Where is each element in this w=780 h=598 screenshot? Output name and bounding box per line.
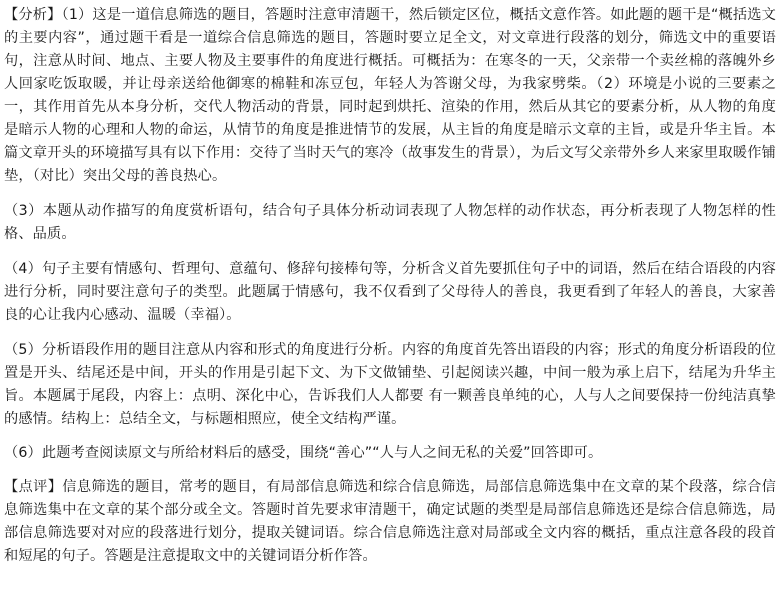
- analysis-paragraph-3: （3）本题从动作描写的角度赏析语句，结合句子具体分析动词表现了人物怎样的动作状态，再分析表现了人物怎样的性格、品质。: [4, 203, 776, 242]
- analysis-paragraph-6: （6）此题考查阅读原文与所给材料后的感受，围绕“善心”“人与人之间无私的关爱”回答即可。: [4, 445, 603, 461]
- analysis-paragraph-1: 【分析】（1）这是一道信息筛选的题目，答题时注意审清题干，然后锁定区位，概括文意作答。如此题的题干是“概括选文的主要内容”，通过题干看是一道综合信息筛选的题目，答题时要立足全文，对文章进行段落的划分，筛选文中的重要语句，注意从时间、地点、主要人物及主要事件的角度进行概括。可概括为：在寒冬的一天，父亲带一个卖丝棉的落魄外乡人回家吃饭取暖，并让母亲送给他御寒的棉鞋和冻豆包，年轻人为答谢父母，为我家劈柴。（2）环境是小说的三要素之一，其作用首先从本身分析，交代人物活动的背景，同时起到烘托、渲染的作用，然后从其它的要素分析，从人物的角度是暗示人物的心理和人物的命运，从情节的角度是推进情节的发展，从主旨的角度是暗示文章的主旨，或是升华主旨。本篇文章开头的环境描写具有以下作用：交待了当时天气的寒冷（故事发生的背景），为后文写父亲带外乡人来家里取暖作铺垫，（对比）突出父母的善良热心。: [4, 7, 776, 184]
- comment-paragraph: 【点评】信息筛选的题目，常考的题目，有局部信息筛选和综合信息筛选，局部信息筛选集中在文章的某个段落，综合信息筛选集中在文章的某个部分或全文。答题时首先要求审清题干，确定试题的类型是局部信息筛选还是综合信息筛选，局部信息筛选要对对应的段落进行划分，提取关键词语。综合信息筛选注意对局部或全文内容的概括，重点注意各段的段首和短尾的句子。答题是注意提取文中的关键词语分析作答。: [4, 479, 776, 564]
- analysis-paragraph-5: （5）分析语段作用的题目注意从内容和形式的角度进行分析。内容的角度首先答出语段的内容；形式的角度分析语段的位置是开头、结尾还是中间，开头的作用是引起下文、为下文做铺垫、引起阅读兴趣，中间一般为承上启下，结尾为升华主旨。本题属于尾段，内容上：点明、深化中心，告诉我们人人都要 有一颗善良单纯的心，人与人之间要保持一份纯洁真挚的感情。结构上：总结全文，与标题相照应，使全文结构严谨。: [4, 342, 776, 427]
- analysis-paragraph-4: （4）句子主要有情感句、哲理句、意蕴句、修辞句接棒句等，分析含义首先要抓住句子中的词语，然后在结合语段的内容进行分析，同时要注意句子的类型。此题属于情感句，我不仅看到了父母待人的善良，我更看到了年轻人的善良，大家善良的心让我内心感动、温暖（幸福）。: [4, 261, 776, 323]
